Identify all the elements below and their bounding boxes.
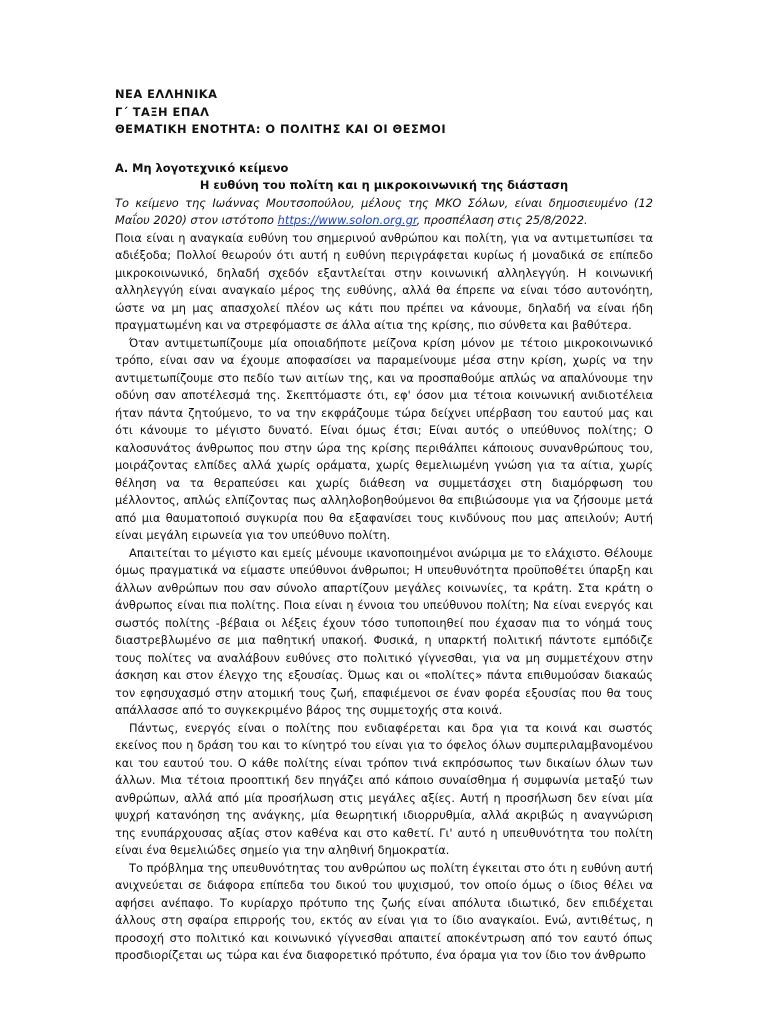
source-text-after: , προσπέλαση στις 25/8/2022. [416,213,588,227]
paragraph-2: Όταν αντιμετωπίζουμε μία οποιαδήποτε μείζονα κρίση μόνον με τέτοιο μικροκοινωνικό τρόπο, είναι σαν να έχουμε αποφασίσει να παραμείνουμε μέσα στην κρίση, χωρίς να την αντιμετωπίζουμε στο πεδίο των αιτίων της, και να προσπαθούμε απλώς να απαλύνουμε την οδύνη σαν αποτέλεσμά της. Σκεπτόμαστε ότι, εφ' όσον μια τέτοια κοινωνική ανιδιοτέλεια ήταν πάντα ζητούμενο, το να την εκφράζουμε τώρα δείχνει υπέρβαση του εαυτού μας και ότι κάνουμε το μέγιστο δυνατό. Είναι όμως έτσι; Είναι αυτός ο υπεύθυνος πολίτης; Ο καλοσυνάτος άνθρωπος που στην ώρα της κρίσης περιθάλπει κάποιους συνανθρώπους του, μοιράζοντας ελπίδες αλλά χωρίς οράματα, χωρίς θεμελιωμένη γνώση για τα αίτια, χωρίς θέληση να τα θεραπεύσει και χωρίς διάθεση να συμμετάσχει στη διαμόρφωση του μέλλοντος, απλώς ελπίζοντας πως αλληλοβοηθούμενοι θα επιβιώσουμε για να ζήσουμε μετά από μια θαυματοποιό συγκυρία που θα εξαφανίσει τους κινδύνους που μας απειλούν; Αυτή είναι μεγάλη ειρωνεία για τον υπεύθυνο πολίτη. [115,335,653,542]
unit-heading: ΘΕΜΑΤΙΚΗ ΕΝΟΤΗΤΑ: Ο ΠΟΛΙΤΗΣ ΚΑΙ ΟΙ ΘΕΣΜΟΙ [115,122,447,136]
paragraph-1: Ποια είναι η αναγκαία ευθύνη του σημερινού ανθρώπου και πολίτη, για να αντιμετωπίσει τα αδιέξοδα; Πολλοί θεωρούν ότι αυτή η ευθύνη περιγράφεται κυρίως ή μοναδικά σε επίπεδο μικροκοινωνικό, δηλαδή σχεδόν εξαντλείται στην κοινωνική αλληλεγγύη. Η κοινωνική αλληλεγγύη είναι αναγκαίο μέρος της ευθύνης, αλλά θα έπρεπε να είναι τόσο αυτονόητη, ώστε να μη μας απασχολεί πλέον ως κάτι που πρέπει να κάνουμε, δηλαδή να είναι ήδη πραγματωμένη και να στρεφόμαστε σε άλλα αίτια της κρίσης, πιο σύνθετα και βαθύτερα. [115,230,653,332]
subject-heading: ΝΕΑ ΕΛΛΗΝΙΚΑ [115,87,218,101]
source-link[interactable]: https://www.solon.org.gr [277,213,417,227]
paragraph-4: Πάντως, ενεργός είναι ο πολίτης που ενδιαφέρεται και δρα για τα κοινά και σωστός εκείνος που η δράση του και το κίνητρό του είναι για το όφελος όλων συμπεριλαμβανομένου και του εαυτού του. Ο κάθε πολίτης είναι τρόπον τινά εκπρόσωπος των δικαίων όλων των άλλων. Μια τέτοια προοπτική δεν πηγάζει από κάποιο συναίσθημα ή συμφωνία μεταξύ των ανθρώπων, αλλά από μία προσήλωση στις μεγάλες αξίες. Αυτή η προσήλωση δεν είναι μία ψυχρή κατανόηση της ανάγκης, μία θεωρητική ιδιορρυθμία, αλλά ακριβώς η αναγνώριση της ενυπάρχουσας αξίας στον καθένα και στο καθετί. Γι' αυτό η υπευθυνότητα του πολίτη είναι ένα θεμελιώδες σημείο για την αληθινή δημοκρατία. [115,720,653,857]
paragraph-3: Απαιτείται το μέγιστο και εμείς μένουμε ικανοποιημένοι ανώριμα με το ελάχιστο. Θέλουμε όμως πραγματικά να είμαστε υπεύθυνοι άνθρωποι; Η υπευθυνότητα προϋποθέτει ύπαρξη και άλλων ανθρώπων που σαν σύνολο απαρτίζουν μεγάλες κοινωνίες, τα κράτη. Στα κράτη ο άνθρωπος είναι πια πολίτης. Ποια είναι η έννοια του υπεύθυνου πολίτη; Να είναι ενεργός και σωστός πολίτης -βέβαια οι λέξεις έχουν τόσο τυποποιηθεί που έχασαν πια το νόημά τους διαστρεβλωμένο σε μια παθητική υπακοή. Φυσικά, η υπαρκτή πολιτική πάντοτε εμπόδιζε τους πολίτες να αναλάβουν ευθύνες στο πολιτικό γίγνεσθαι, για να μη συμμετέχουν στην άσκηση και στον έλεγχο της εξουσίας. Όμως και οι «πολίτες» πάντα επιθυμούσαν διακαώς τον εφησυχασμό στην ατομική τους ζωή, επαφιέμενοι σε έναν φορέα εξουσίας που θα τους απάλλασσε από το συγκεκριμένο βάρος της συμμετοχής στα κοινά. [115,545,653,717]
paragraph-5: Το πρόβλημα της υπευθυνότητας του ανθρώπου ως πολίτη έγκειται στο ότι η ευθύνη αυτή ανιχνεύεται σε διάφορα επίπεδα του δικού του ψυχισμού, τον οποίο όμως ο ίδιος θέλει να αφήσει ανέπαφο. Το κυρίαρχο πρότυπο της ζωής είναι απόλυτα ιδιωτικό, δεν επιδέχεται άλλους στη σφαίρα επιρροής του, εκτός αν είναι για το ίδιο αναγκαίοι. Ενώ, αντιθέτως, η προσοχή στο πολιτικό και κοινωνικό γίγνεσθαι απαιτεί αποκέντρωση από τον εαυτό όπως προσδιορίζεται ως τώρα και ένα διαφορετικό πρότυπο, ένα όραμα για τον ίδιο τον άνθρωπο [115,860,653,962]
source-text-before: Το κείμενο της Ιωάννας Μουτσοπούλου, μέλους της ΜΚΟ Σόλων, είναι δημοσιευμένο (12 Μαΐου 2020) στον ιστότοπο [115,195,653,227]
source-note [115,195,653,230]
class-heading: Γ΄ ΤΑΞΗ ΕΠΑΛ [115,104,210,119]
text-title: Η ευθύνη του πολίτη και η μικροκοινωνική της διάσταση [199,178,569,192]
document-page [115,86,653,965]
section-label: Α. Μη λογοτεχνικό κείμενο [115,160,289,175]
